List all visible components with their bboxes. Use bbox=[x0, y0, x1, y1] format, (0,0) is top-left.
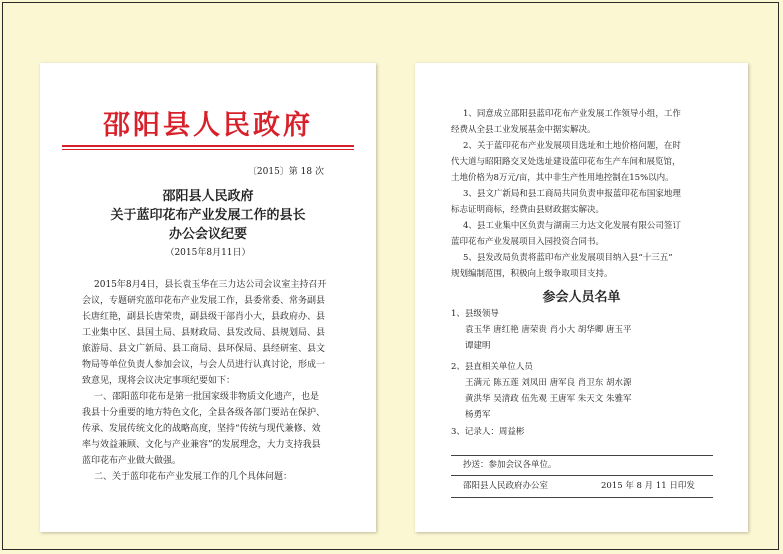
intro-line: 工业集中区、县国土局、县财政局、县发改局、县规划局、县 bbox=[82, 328, 326, 338]
decision-line: 蓝印花布产业发展项目入园投资合同书。 bbox=[451, 237, 605, 247]
decision-line: 1、同意成立邵阳县蓝印花布产业发展工作领导小组，工作 bbox=[463, 109, 681, 119]
units-heading: 2、县直相关单位人员 bbox=[451, 362, 533, 372]
document-page-right bbox=[415, 63, 748, 532]
decision-line: 3、县文广新局和县工商局共同负责申报蓝印花布国家地理 bbox=[463, 189, 681, 199]
header-red-rule-thick bbox=[62, 145, 354, 147]
document-number: 〔2015〕第 18 次 bbox=[247, 167, 324, 177]
meeting-date: （2015年8月11日） bbox=[165, 248, 251, 258]
header-red-rule-thin bbox=[62, 149, 354, 150]
decision-line: 经费从全县工业发展基金中据实解决。 bbox=[451, 125, 596, 135]
meeting-title-line: 关于蓝印花布产业发展工作的县长 bbox=[110, 208, 306, 223]
units-names: 杨勇军 bbox=[465, 410, 491, 420]
leaders-names: 谭建明 bbox=[465, 341, 491, 351]
decision-line: 标志证明商标，经费由县财政据实解决。 bbox=[451, 205, 605, 215]
meeting-title-line: 办公会议纪要 bbox=[168, 227, 247, 242]
intro-line: 致意见，现将会议决定事项纪要如下： bbox=[82, 376, 236, 386]
item1-line: 蓝印花布产业做大做强。 bbox=[82, 456, 182, 466]
item2-heading: 二、关于蓝印花布产业发展工作的几个具体问题： bbox=[94, 472, 293, 482]
decision-line: 5、县发改局负责将蓝印布产业发展项目纳入县“十三五” bbox=[463, 253, 673, 263]
divider bbox=[451, 497, 713, 498]
intro-line: 物局等单位负责人参加会议，与会人员进行认真讨论，形成一 bbox=[82, 360, 326, 370]
meeting-title-line: 邵阳县人民政府 bbox=[162, 189, 254, 204]
attendees-title: 参会人员名单 bbox=[542, 290, 621, 305]
footer-date: 2015 年 8 月 11 日印发 bbox=[601, 481, 695, 491]
decision-line: 规划编制范围，积极向上级争取项目支持。 bbox=[451, 269, 613, 279]
decision-line: 4、县工业集中区负责与湖南三力达文化发展有限公司签订 bbox=[463, 221, 681, 231]
divider bbox=[451, 455, 713, 456]
leaders-heading: 1、县级领导 bbox=[451, 309, 499, 319]
intro-line: 长唐红艳，副县长唐荣贵，副县级干部肖小大，县政府办、县 bbox=[82, 312, 326, 322]
footer-issuer: 邵阳县人民政府办公室 bbox=[463, 481, 549, 491]
document-page-left bbox=[40, 63, 376, 532]
intro-line: 旅游局、县文广新局、县工商局、县环保局、县经研室、县文 bbox=[82, 344, 326, 354]
item1-line: 率与效益兼顾、文化与产业兼容”的发展理念，大力支持我县 bbox=[82, 440, 321, 450]
item1-line: 一、邵阳蓝印花布是第一批国家级非物质文化遗产，也是 bbox=[94, 392, 320, 402]
decision-line: 代大道与昭阳路交叉处选址建设蓝印花布生产车间和展览馆， bbox=[451, 157, 681, 167]
intro-line: 2015年8月4日，县长袁玉华在三力达公司会议室主持召开 bbox=[94, 280, 327, 290]
units-names: 王满元 陈五莲 刘凤田 唐军良 肖卫东 胡水源 bbox=[465, 378, 632, 388]
item1-line: 传承、发展传统文化的战略高度，坚持“传统与现代兼修、效 bbox=[82, 424, 321, 434]
leaders-names: 袁玉华 唐红艳 唐荣贵 肖小大 胡华卿 唐玉平 bbox=[465, 325, 632, 335]
recorder: 3、记录人：周益彬 bbox=[451, 427, 525, 437]
item1-line: 我县十分重要的地方特色文化，全县各级各部门要站在保护、 bbox=[82, 408, 326, 418]
divider bbox=[451, 475, 713, 476]
decision-line: 2、关于蓝印花布产业发展项目选址和土地价格问题，在时 bbox=[463, 141, 681, 151]
cc-line: 抄送：参加会议各单位。 bbox=[463, 460, 557, 470]
units-names: 黄洪华 吴清政 伍先观 王唐军 朱天文 朱雅军 bbox=[465, 394, 632, 404]
intro-line: 会议，专题研究蓝印花布产业发展工作，县委常委、常务副县 bbox=[82, 296, 326, 306]
decision-line: 土地价格为8万元/亩，其中非生产性用地控制在15%以内。 bbox=[451, 173, 674, 183]
government-header: 邵阳县人民政府 bbox=[103, 110, 313, 141]
